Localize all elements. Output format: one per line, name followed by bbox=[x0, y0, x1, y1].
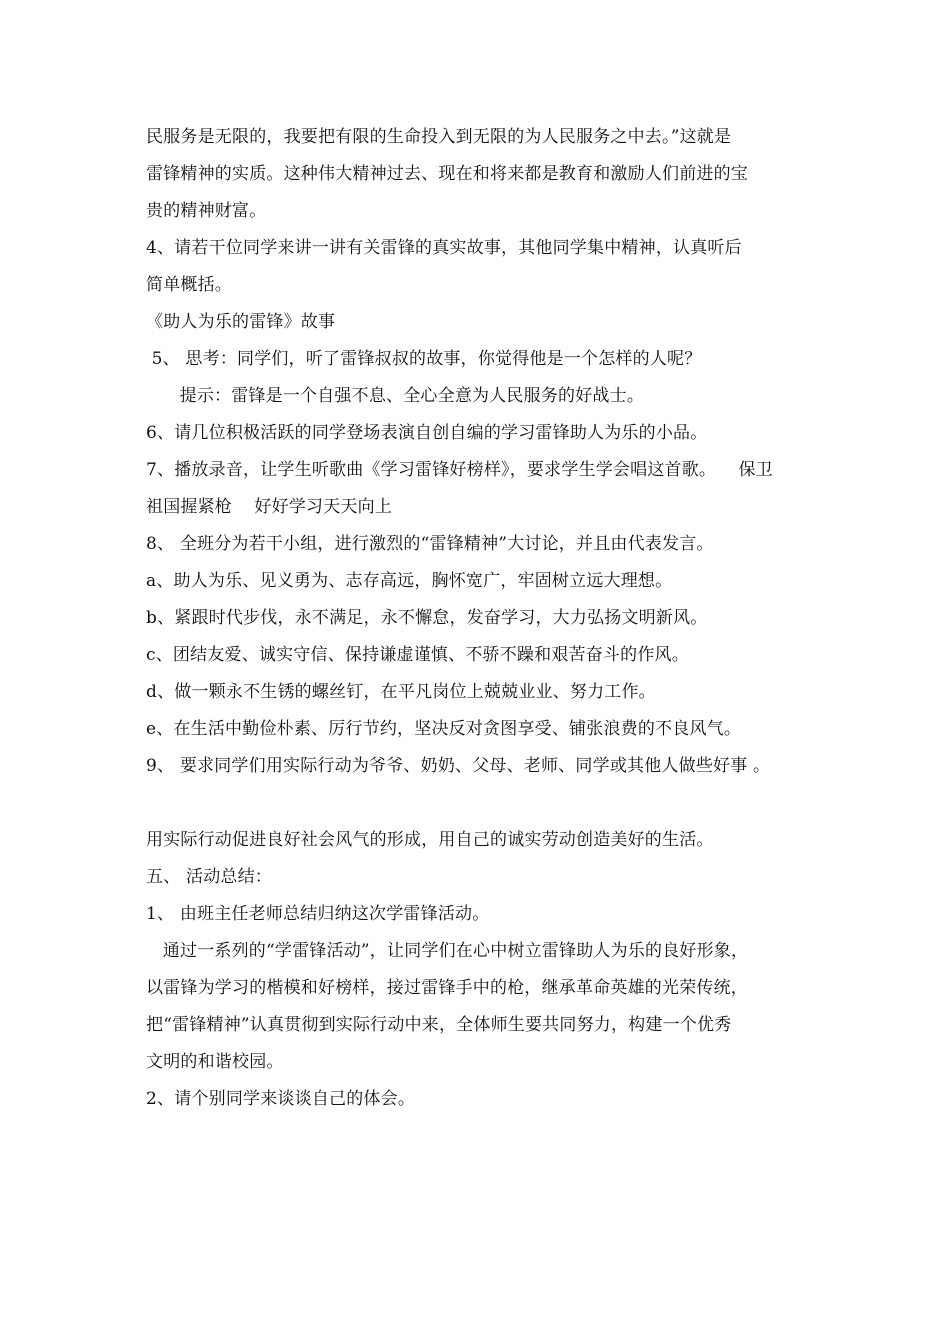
text-line: 提示：雷锋是一个自强不息、全心全意为人民服务的好战士。 bbox=[146, 386, 645, 406]
text-line: 民服务是无限的，我要把有限的生命投入到无限的为人民服务之中去。”这就是 bbox=[146, 127, 732, 147]
text-line: 简单概括。 bbox=[146, 275, 232, 295]
text-line: 把“雷锋精神”认真贯彻到实际行动中来，全体师生要共同努力，构建一个优秀 bbox=[146, 1015, 732, 1035]
text-line: 雷锋精神的实质。这种伟大精神过去、现在和将来都是教育和激励人们前进的宝 bbox=[146, 164, 748, 184]
text-line: 1、 由班主任老师总结归纳这次学雷锋活动。 bbox=[146, 904, 490, 924]
text-line: d、做一颗永不生锈的螺丝钉，在平凡岗位上兢兢业业、努力工作。 bbox=[146, 682, 656, 702]
text-line: 2、请个别同学来谈谈自己的体会。 bbox=[146, 1089, 416, 1109]
text-line: a、助人为乐、见义勇为、志存高远，胸怀宽广，牢固树立远大理想。 bbox=[146, 571, 673, 591]
text-line: 用实际行动促进良好社会风气的形成，用自己的诚实劳动创造美好的生活。 bbox=[146, 830, 714, 850]
text-line: 4、请若干位同学来讲一讲有关雷锋的真实故事，其他同学集中精神，认真听后 bbox=[146, 238, 742, 258]
text-line: 8、 全班分为若干小组，进行激烈的“雷锋精神”大讨论，并且由代表发言。 bbox=[146, 534, 714, 554]
text-line: 《助人为乐的雷锋》故事 bbox=[146, 312, 336, 332]
text-line: 祖国握紧枪 好好学习天天向上 bbox=[146, 497, 393, 517]
text-line: 5、 思考：同学们，听了雷锋叔叔的故事，你觉得他是一个怎样的人呢？ bbox=[146, 349, 702, 369]
text-line: c、团结友爱、诚实守信、保持谦虚谨慎、不骄不躁和艰苦奋斗的作风。 bbox=[146, 645, 689, 665]
text-line: 通过一系列的“学雷锋活动”，让同学们在心中树立雷锋助人为乐的良好形象， bbox=[146, 941, 749, 961]
text-line: 贵的精神财富。 bbox=[146, 201, 267, 221]
text-line: 9、 要求同学们用实际行动为爷爷、奶奶、父母、老师、同学或其他人做些好事 。 bbox=[146, 756, 771, 776]
text-line: 7、播放录音，让学生听歌曲《学习雷锋好榜样》，要求学生学会唱这首歌。 保卫 bbox=[146, 460, 773, 480]
text-line: b、紧跟时代步伐，永不满足，永不懈怠，发奋学习，大力弘扬文明新风。 bbox=[146, 608, 708, 628]
text-line: e、在生活中勤俭朴素、厉行节约，坚决反对贪图享受、铺张浪费的不良风气。 bbox=[146, 719, 742, 739]
text-line: 以雷锋为学习的楷模和好榜样，接过雷锋手中的枪，继承革命英雄的光荣传统， bbox=[146, 978, 748, 998]
text-line: 文明的和谐校园。 bbox=[146, 1052, 284, 1072]
text-line: 6、请几位积极活跃的同学登场表演自创自编的学习雷锋助人为乐的小品。 bbox=[146, 423, 708, 443]
text-line: 五、 活动总结： bbox=[146, 867, 273, 887]
